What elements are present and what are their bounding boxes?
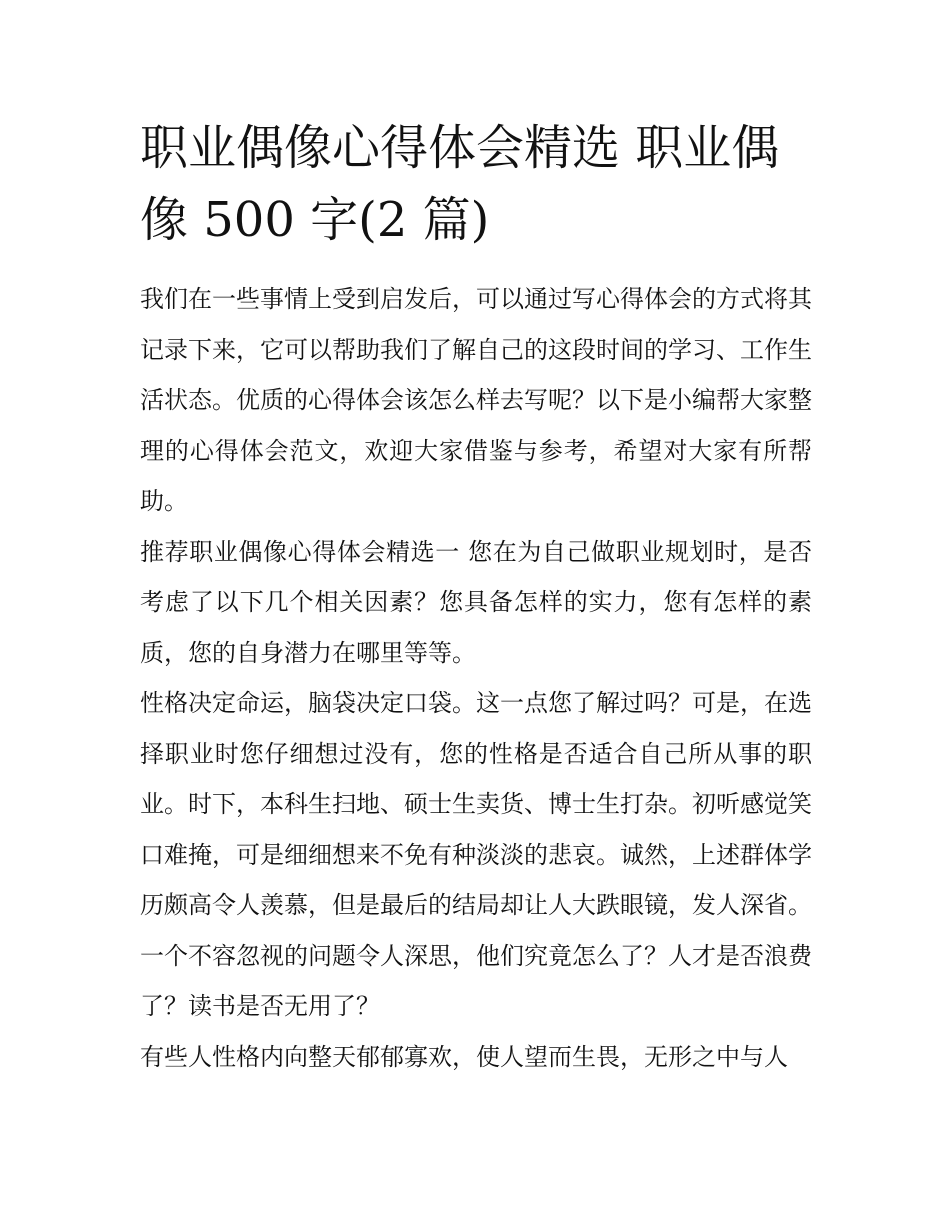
paragraph-1: 推荐职业偶像心得体会精选一 您在为自己做职业规划时，是否考虑了以下几个相关因素？您具备怎样的实力，您有怎样的素质，您的自身潜力在哪里等等。 (140, 537, 812, 667)
paragraph-intro: 我们在一些事情上受到启发后，可以通过写心得体会的方式将其记录下来，它可以帮助我们了解自己的这段时间的学习、工作生活状态。优质的心得体会该怎么样去写呢？以下是小编帮大家整理的心得体会范文，欢迎大家借鉴与参考，希望对大家有所帮助。 (140, 285, 812, 515)
paragraph-3: 有些人性格内向整天郁郁寡欢，使人望而生畏，无形之中与人 (140, 1042, 788, 1071)
document-content (140, 112, 812, 1082)
document-body (140, 274, 812, 1082)
document-title: 职业偶像心得体会精选 职业偶像 500 字(2 篇) (140, 120, 780, 248)
paragraph-2: 性格决定命运，脑袋决定口袋。这一点您了解过吗？可是，在选择职业时您仔细想过没有，您的性格是否适合自己所从事的职业。时下，本科生扫地、硕士生卖货、博士生打杂。初听感觉笑口难掩，可是细细想来不免有种淡淡的悲哀。诚然，上述群体学历颇高令人羡慕，但是最后的结局却让人大跌眼镜，发人深省。一个不容忽视的问题令人深思，他们究竟怎么了？人才是否浪费了？读书是否无用了？ (140, 689, 812, 1020)
